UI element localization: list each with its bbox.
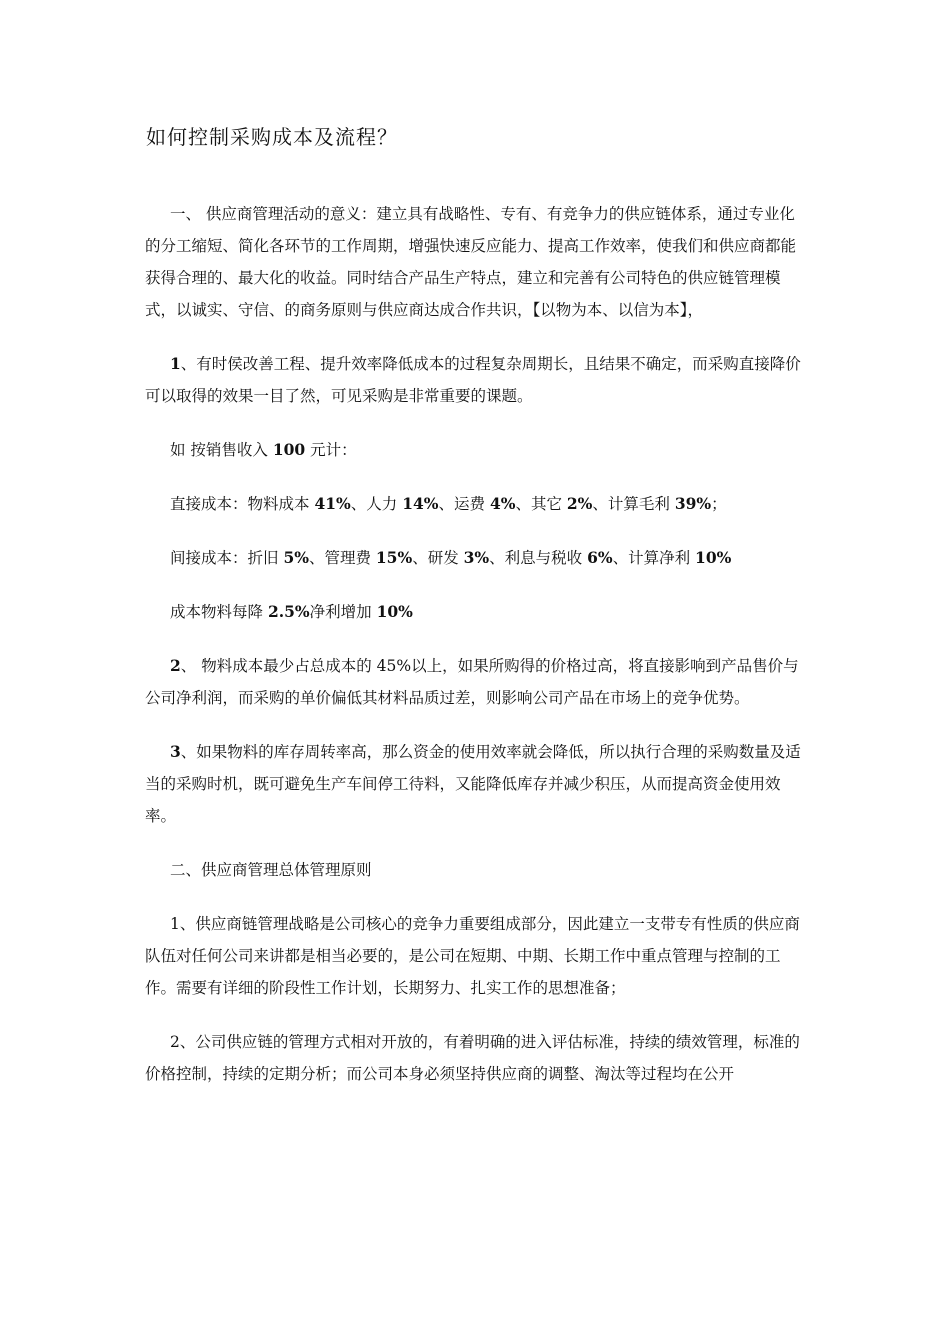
section-heading-principles bbox=[145, 854, 807, 886]
paragraph-sales-basis bbox=[145, 434, 807, 466]
paragraph-point-3 bbox=[145, 736, 807, 832]
paragraph-supplier-significance bbox=[145, 198, 807, 326]
bold-number: 2.5% bbox=[267, 602, 310, 621]
text-segment: 、人力 bbox=[350, 495, 403, 513]
bold-number: 10% bbox=[376, 602, 413, 621]
paragraph-direct-cost bbox=[145, 488, 807, 520]
paragraph-text: 一、 供应商管理活动的意义：建立具有战略性、专有、有竞争力的供应链体系，通过专业化的分工缩短、简化各环节的工作周期，增强快速反应能力、提高工作效率，使我们和供应商都能获得合理的、最大化的收益。同时结合产品生产特点，建立和完善有公司特色的供应链管理模式，以诚实、守信、的商务原则与供应商达成合作共识，【以物为本、以信为本】， bbox=[145, 205, 797, 319]
paragraph-text: 、有时侯改善工程、提升效率降低成本的过程复杂周期长，且结果不确定，而采购直接降价可以取得的效果一目了然，可见采购是非常重要的课题。 bbox=[145, 355, 801, 405]
paragraph-text: 如 按销售收入 bbox=[170, 441, 273, 459]
text-segment: 、计算净利 bbox=[612, 549, 696, 567]
bold-number: 15% bbox=[375, 548, 413, 567]
paragraph-point-1 bbox=[145, 348, 807, 412]
point-number: 2 bbox=[170, 656, 181, 675]
paragraph-point-2 bbox=[145, 650, 807, 714]
point-number: 3 bbox=[170, 742, 181, 761]
text-segment: 净利增加 bbox=[309, 603, 377, 621]
paragraph-text: 、如果物料的库存周转率高，那么资金的使用效率就会降低，所以执行合理的采购数量及适当的采购时机，既可避免生产车间停工待料，又能降低库存并减少积压，从而提高资金使用效率。 bbox=[145, 743, 801, 825]
bold-number: 3% bbox=[463, 548, 490, 567]
bold-number: 5% bbox=[283, 548, 309, 567]
paragraph-material-saving bbox=[145, 596, 807, 628]
paragraph-text: 2、公司供应链的管理方式相对开放的，有着明确的进入评估标准，持续的绩效管理，标准的价格控制，持续的定期分析；而公司本身必须坚持供应商的调整、淘汰等过程均在公开 bbox=[145, 1033, 800, 1083]
bold-number: 2% bbox=[566, 494, 593, 513]
bold-number: 6% bbox=[587, 548, 613, 567]
paragraph-indirect-cost bbox=[145, 542, 807, 574]
text-segment: 间接成本：折旧 bbox=[170, 549, 284, 567]
text-segment: 直接成本：物料成本 bbox=[170, 495, 315, 513]
bold-number: 10% bbox=[695, 548, 732, 567]
bold-number: 100 bbox=[272, 440, 306, 459]
paragraph-text: 1、供应商链管理战略是公司核心的竞争力重要组成部分，因此建立一支带专有性质的供应商队伍对任何公司来讲都是相当必要的，是公司在短期、中期、长期工作中重点管理与控制的工作。需要有详细的阶段性工作计划，长期努力、扎实工作的思想准备； bbox=[145, 915, 800, 997]
paragraph-principle-1 bbox=[145, 908, 807, 1004]
bold-number: 41% bbox=[314, 494, 351, 513]
text-segment: 、其它 bbox=[515, 495, 567, 513]
paragraph-principle-2 bbox=[145, 1026, 807, 1090]
text-segment: 、利息与税收 bbox=[489, 549, 588, 567]
text-segment: ； bbox=[711, 495, 727, 513]
paragraph-text: 二、供应商管理总体管理原则 bbox=[170, 861, 372, 879]
text-segment: 、管理费 bbox=[308, 549, 376, 567]
paragraph-text: 元计： bbox=[305, 441, 357, 459]
bold-number: 4% bbox=[489, 494, 516, 513]
point-number: 1 bbox=[170, 354, 181, 373]
bold-number: 39% bbox=[674, 494, 712, 513]
text-segment: 成本物料每降 bbox=[170, 603, 268, 621]
document-body bbox=[145, 198, 807, 1112]
text-segment: 、研发 bbox=[412, 549, 464, 567]
document-title: 如何控制采购成本及流程？ bbox=[146, 125, 398, 149]
text-segment: 、计算毛利 bbox=[592, 495, 675, 513]
paragraph-text: 、 物料成本最少占总成本的 45%以上，如果所购得的价格过高，将直接影响到产品售价与公司净利润，而采购的单价偏低其材料品质过差，则影响公司产品在市场上的竞争优势。 bbox=[145, 657, 799, 707]
text-segment: 、运费 bbox=[438, 495, 490, 513]
bold-number: 14% bbox=[402, 494, 439, 513]
